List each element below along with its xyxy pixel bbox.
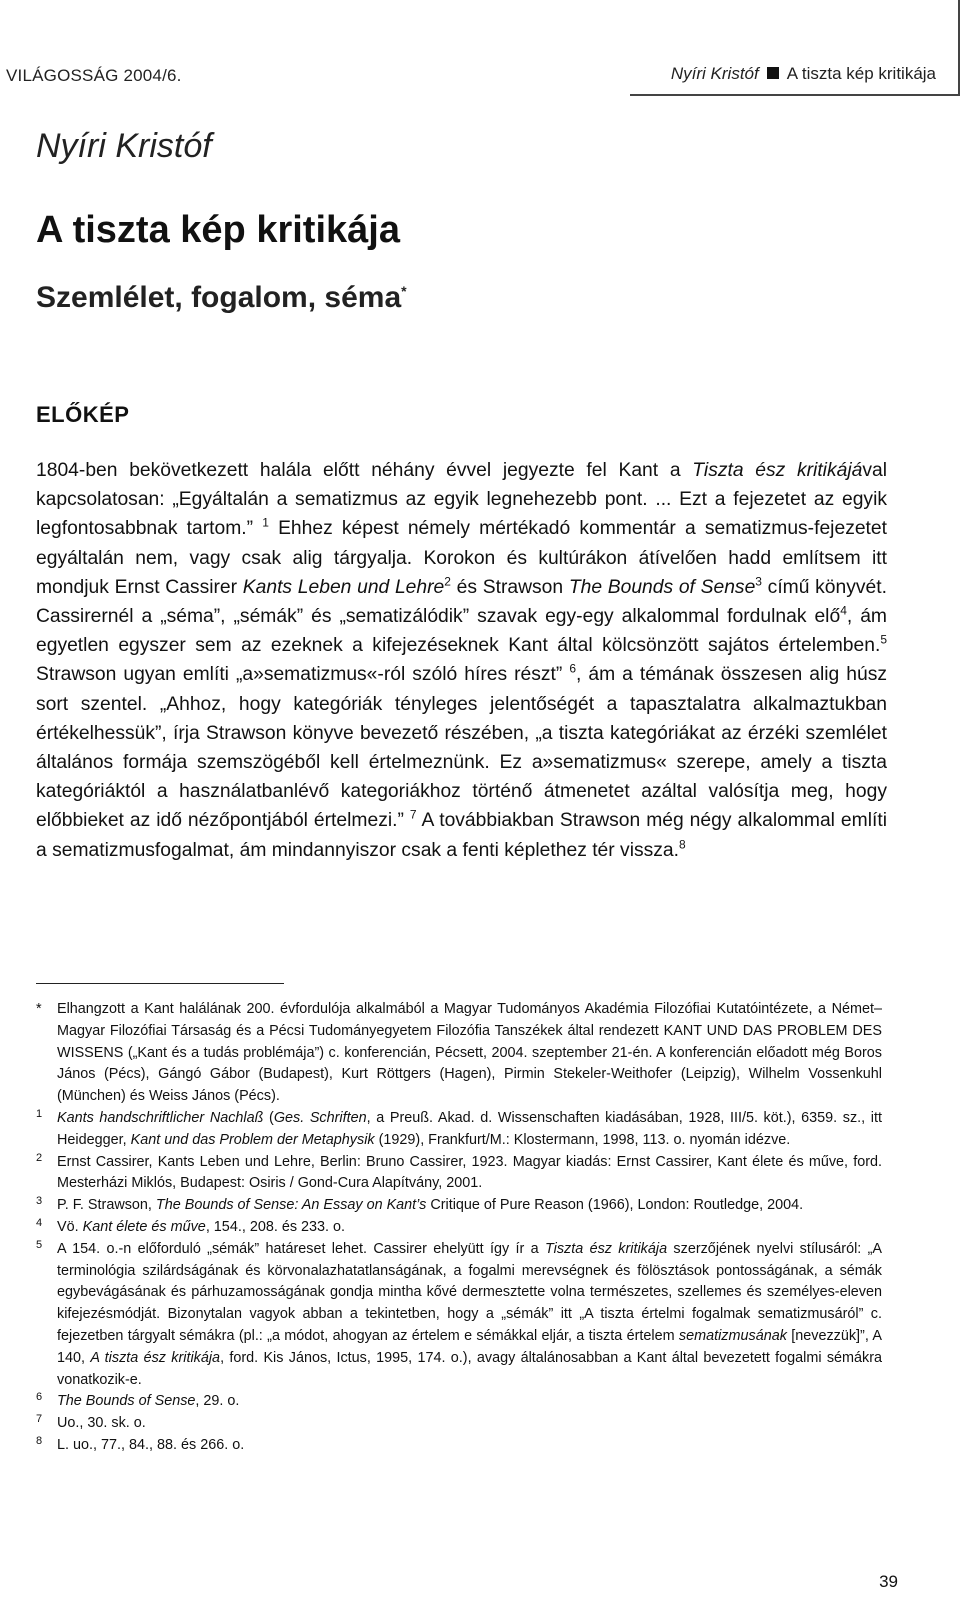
- footnote: [36, 1108, 882, 1152]
- article-title: A tiszta kép kritikája: [36, 209, 400, 251]
- footnote-reference[interactable]: 7: [409, 808, 417, 823]
- footnote-mark: *: [36, 1001, 42, 1017]
- journal-issue: VILÁGOSSÁG 2004/6.: [6, 66, 182, 85]
- footnote: [36, 1391, 882, 1413]
- text-run: Critique of Pure Reason (1966), London: Routledge, 2004.: [426, 1197, 804, 1214]
- footnote: [36, 1195, 882, 1217]
- footnote-reference[interactable]: 8: [678, 837, 686, 852]
- italic-text: A tiszta ész kritikája: [90, 1349, 221, 1366]
- text-run: , a Preuß. Akad. d. Wissenschaften kiadásában, 1928, III/5. köt.), 6359. sz., itt Heidegger,: [57, 1109, 882, 1148]
- page-number: 39: [879, 1572, 898, 1591]
- italic-text: The Bounds of Sense: [57, 1393, 196, 1410]
- text-run: L. uo., 77., 84., 88. és 266. o.: [57, 1436, 245, 1453]
- footnote-reference[interactable]: 2: [444, 574, 451, 589]
- header-rule: [630, 94, 960, 96]
- footnote: [36, 1435, 882, 1457]
- footnote: [36, 1152, 882, 1196]
- footnotes: [36, 999, 882, 1457]
- text-run: , ford. Kis János, Ictus, 1995, 174. o.), avagy általánosabban a Kant által bevezetett fogalmi sémákra vonatkozik-e.: [57, 1349, 882, 1388]
- text-run: A 154. o.-n előforduló „sémák” határeset lehet. Cassirer ehelyütt így ír a: [57, 1240, 545, 1257]
- footnote-reference[interactable]: 3: [755, 574, 762, 589]
- footnote-separator: [36, 983, 284, 984]
- footnote: [36, 1413, 882, 1435]
- footnote-mark: 1: [36, 1107, 43, 1120]
- text-run: Vö.: [57, 1218, 83, 1235]
- text-run: , 29. o.: [195, 1393, 240, 1410]
- footnote-mark: 3: [36, 1195, 43, 1208]
- running-author: Nyíri Kristóf: [670, 64, 759, 83]
- text-run: szerzőjének nyelvi stílusáról: „A terminológia szilárdságának és körvonalazhatatlanságának, a fogalmi merevségnek és fölösztások pontosságának, a sémák egybevágásának és párhuzamosságának gondja mintha kővé dermesztette volna természetes, szellemes és személyes-eleven kifejezésmódját. Bizonytalan vagyok abban a tekintetben, hogy a „sémák” itt „A tiszta értelmi fogalmak sematizmusáról” c. fejezetben tárgyalt sémákra (pl.: „a módot, ahogyan az értelem e sémákkal eljár, a tiszta értelem: [57, 1240, 882, 1344]
- footnote-reference[interactable]: 4: [840, 603, 847, 618]
- text-run: című könyvét. Cassirernél a „séma”, „sémák” és „sematizálódik” szavak egy-egy alkalommal fordulnak elő: [36, 576, 887, 628]
- subtitle-footnote-mark: *: [401, 283, 407, 299]
- footnote: [36, 1217, 882, 1239]
- text-run: és Strawson: [450, 576, 569, 598]
- footnote-mark: 2: [36, 1151, 43, 1164]
- text-run: P. F. Strawson,: [57, 1197, 156, 1214]
- text-run: , 154., 208. és 233. o.: [205, 1218, 346, 1235]
- footnote-reference[interactable]: 5: [880, 632, 887, 647]
- italic-text: Tiszta ész kritikája: [544, 1240, 668, 1257]
- text-run: (1929), Frankfurt/M.: Klostermann, 1998, 113. o. nyomán idézve.: [374, 1131, 791, 1148]
- italic-text: The Bounds of Sense: [568, 576, 756, 598]
- text-run: Strawson ugyan említi „a»sematizmus«-ról szóló híres részt”: [36, 664, 570, 686]
- square-bullet-icon: [767, 67, 779, 79]
- italic-text: Kant élete és műve: [82, 1218, 206, 1235]
- italic-text: The Bounds of Sense: An Essay on Kant’s: [155, 1197, 427, 1214]
- article-subtitle: [36, 281, 407, 315]
- text-run: [nevezzük]”, A 140,: [57, 1327, 882, 1366]
- text-run: 1804-ben bekövetkezett halála előtt néhány évvel jegyezte fel Kant a: [36, 460, 693, 481]
- italic-text: Tiszta ész kritikájá: [692, 460, 863, 481]
- text-run: Ernst Cassirer, Kants Leben und Lehre, Berlin: Bruno Cassirer, 1923. Magyar kiadás: Ernst Cassirer, Kant élete és műve, ford. Mesterházi Miklós, Budapest: Osiris / Gond-Cura Alapítvány, 2001.: [57, 1153, 882, 1192]
- text-run: val kapcsolatosan: „Egyáltalán a sematizmus az egyik legnehezebb pont. ... Ezt a fejezetet az egyik legfontosabbnak tartom.”: [36, 460, 887, 540]
- italic-text: Kants handschriftlicher Nachlaß: [57, 1109, 264, 1126]
- italic-text: Kants Leben und Lehre: [242, 576, 445, 598]
- footnote: [36, 999, 882, 1108]
- footnote-mark: 6: [36, 1391, 43, 1404]
- footnote-mark: 5: [36, 1238, 43, 1251]
- italic-text: Kant und das Problem der Metaphysik: [130, 1131, 375, 1148]
- text-run: Elhangzott a Kant halálának 200. évfordulója alkalmából a Magyar Tudományos Akadémia Filozófiai Kutatóintézete, a Német–Magyar Filozófiai Társaság és a Pécsi Tudományegyetem Filozófia Tanszékek által rendezett KANT UND DAS PROBLEM DES WISSENS („Kant és a tudás problémája”) c. konferencián, Pécsett, 2004. szeptember 21-én. A konferencián előadott még Boros János (Pécs), Gángó Gábor (Budapest), Kurt Röttgers (Hagen), Pirmin Stekeler-Weithofer (Leipzig), Wilhelm Vossenkuhl (München) és Weiss János (Pécs).: [57, 1001, 882, 1105]
- text-run: Uo., 30. sk. o.: [57, 1415, 146, 1432]
- section-heading: ELŐKÉP: [36, 402, 130, 427]
- text-run: A továbbiakban Strawson még négy alkalommal említi a sematizmusfogalmat, ám mindannyiszor csak a fenti képlethez tér vissza.: [36, 810, 887, 861]
- footnote-mark: 4: [36, 1216, 43, 1229]
- text-run: Ehhez képest némely mértékadó kommentár a sematizmus-fejezetet egyáltalán nem, vagy csak alig tárgyalja. Korokon és kultúrákon átívelően hadd említsem itt mondjuk Ernst Cassirer: [36, 518, 887, 598]
- text-run: (: [263, 1109, 274, 1126]
- running-title: A tiszta kép kritikája: [786, 64, 936, 83]
- footnote-reference[interactable]: 6: [569, 662, 576, 676]
- footnote-mark: 7: [36, 1413, 43, 1426]
- subtitle-text: Szemlélet, fogalom, séma: [36, 281, 402, 314]
- text-run: , ám a témának összesen alig húsz sort szentel. „Ahhoz, hogy kategóriák tényleges jelentőségét a tapasztalatra alkalmaztukban értékelhessük”, írja Strawson könyve bevezető részében, „a tiszta kategóriákat az érzéki szemlélet általános formája szemszögéből kell értelmeznünk. Ez a»sematizmus« szerepe, amely a tiszta kategóriáktól a használatbanlévő kategoriákhoz történő átmenetet azáltal valósítja meg, hogy előbbieket az idő nézőpontjából értelmezi.”: [36, 664, 887, 832]
- footnote-reference[interactable]: 1: [262, 515, 269, 530]
- footnote: [36, 1239, 882, 1392]
- italic-text: Ges. Schriften: [273, 1109, 367, 1126]
- text-run: , ám egyetlen egyszer sem az ezeknek a kifejezéseknek Kant által kölcsönzött sajátos értelemben.: [36, 606, 887, 657]
- body-paragraph: [36, 456, 887, 865]
- running-header: [671, 64, 936, 84]
- italic-text: sematizmusának: [678, 1327, 787, 1344]
- footnote-mark: 8: [36, 1434, 43, 1447]
- article-author: Nyíri Kristóf: [36, 127, 212, 165]
